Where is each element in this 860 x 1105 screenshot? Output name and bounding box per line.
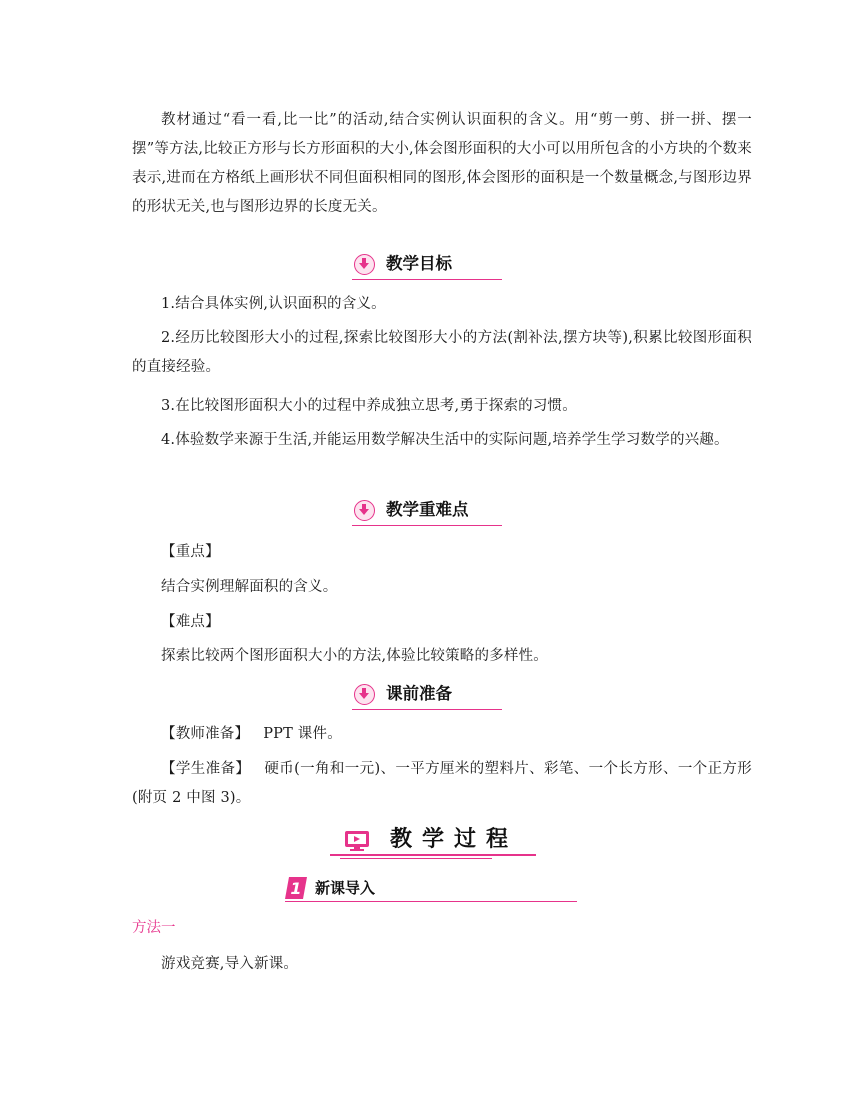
objective-item: 4.体验数学来源于生活,并能运用数学解决生活中的实际问题,培养学生学习数学的兴趣。 — [161, 432, 729, 448]
section-title: 课前准备 — [386, 684, 452, 703]
section-underline — [352, 279, 502, 281]
section-underline — [352, 525, 502, 527]
objective-item: 2.经历比较图形大小的过程,探索比较图形大小的方法(割补法,摆方块等),积累比较图形面积的直接经验。 — [132, 330, 752, 375]
intro-paragraph: 教材通过“看一看,比一比”的活动,结合实例认识面积的含义。用“剪一剪、拼一拼、摆一摆”等方法,比较正方形与长方形面积的大小,体会图形面积的大小可以用所包含的小方块的个数来表示,进而在方格纸上画形状不同但面积相同的图形,体会图形的面积是一个数量概念,与图形边界的形状无关,也与图形边界的长度无关。 — [132, 112, 752, 215]
difficulty-label: 【难点】 — [161, 614, 220, 630]
process-title: 教学过程 — [390, 827, 519, 852]
process-underline-secondary — [340, 858, 492, 859]
subsection-heading-intro — [285, 876, 577, 902]
method-label: 方法一 — [132, 920, 176, 936]
section-heading-process — [330, 826, 540, 860]
screen-icon — [344, 830, 370, 856]
focus-label: 【重点】 — [161, 544, 220, 560]
section-heading-objectives — [330, 252, 502, 280]
teacher-label: 【教师准备】 — [161, 726, 250, 742]
objective-item: 3.在比较图形面积大小的过程中养成独立思考,勇于探索的习惯。 — [161, 398, 577, 414]
process-underline — [330, 854, 536, 856]
method-text: 游戏竞赛,导入新课。 — [161, 956, 299, 972]
teacher-text: PPT 课件。 — [263, 726, 342, 742]
student-text: 硬币(一角和一元)、一平方厘米的塑料片、彩笔、一个长方形、一个正方形(附页 2 中图 3)。 — [132, 761, 752, 806]
section-title: 教学目标 — [386, 254, 452, 273]
student-preparation — [132, 755, 752, 813]
number-badge-icon — [285, 876, 309, 904]
section-heading-key-points — [330, 498, 502, 526]
section-underline — [352, 709, 502, 711]
student-label: 【学生准备】 — [161, 761, 251, 777]
down-arrow-icon — [354, 254, 375, 275]
difficulty-text: 探索比较两个图形面积大小的方法,体验比较策略的多样性。 — [161, 648, 549, 664]
teacher-preparation — [132, 720, 752, 749]
subsection-title: 新课导入 — [315, 879, 376, 897]
subsection-underline — [285, 901, 577, 902]
down-arrow-icon — [354, 500, 375, 521]
focus-text: 结合实例理解面积的含义。 — [161, 579, 338, 595]
objective-item: 1.结合具体实例,认识面积的含义。 — [161, 296, 386, 312]
down-arrow-icon — [354, 684, 375, 705]
section-heading-preparation — [330, 682, 502, 710]
badge-number: 1 — [290, 879, 302, 898]
section-title: 教学重难点 — [386, 500, 469, 519]
